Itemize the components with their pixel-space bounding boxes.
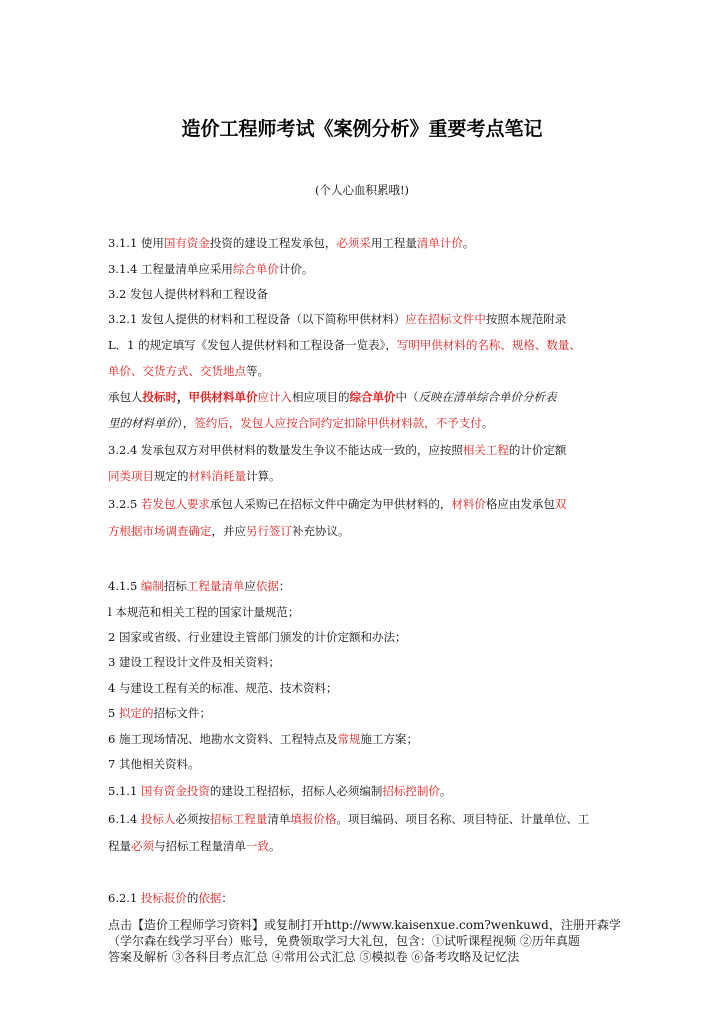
highlighted-text: 必须 — [131, 839, 154, 853]
text-segment: 2 国家或省级、行业建设主管部门颁发的计价定额和办法； — [108, 630, 407, 644]
text-segment: 等。 — [246, 364, 269, 378]
text-line — [108, 415, 628, 431]
text-segment: 3.2.5 — [108, 497, 141, 511]
text-segment: 计价。 — [278, 262, 314, 276]
text-line — [108, 496, 628, 512]
footer-line-2: （学尔森在线学习平台）账号，免费领取学习大礼包，包含：①试听课程视频 ②历年真题 — [108, 934, 580, 948]
text-segment: 。项目编码、项目名称、项目特征、计量单位、工 — [336, 812, 590, 826]
text-line — [108, 890, 628, 906]
page-subtitle: (个人心血积累哦!) — [314, 183, 410, 197]
text-line — [108, 811, 628, 827]
text-line — [108, 783, 628, 799]
text-segment: 规定的 — [154, 469, 189, 483]
highlighted-text: 应在招标文件中 — [405, 312, 486, 326]
highlighted-text: 单价、交货方式、交货地点 — [108, 364, 246, 378]
text-line — [108, 604, 628, 620]
text-segment: ）， — [177, 416, 195, 430]
text-segment: ，并应 — [211, 524, 246, 538]
highlighted-text: 招标控制价 — [382, 784, 440, 798]
text-segment: ： — [278, 579, 291, 593]
text-segment: 3.2 发包人提供材料和工程设备 — [108, 287, 268, 301]
highlighted-text: 招标工程量 — [209, 812, 268, 826]
text-segment: 计算。 — [246, 469, 281, 483]
highlighted-text: 一致 — [246, 839, 269, 853]
text-segment: 。 — [481, 416, 494, 430]
highlighted-text: 甲供材料单价 — [188, 390, 258, 404]
text-segment: 中（ — [395, 390, 419, 404]
text-line — [108, 838, 628, 854]
text-segment: 施工方案； — [360, 732, 418, 746]
text-segment: 的建设工程招标，招标人必须编制 — [209, 784, 383, 798]
text-segment: 6.2.1 — [108, 891, 141, 905]
text-segment: 招标 — [163, 579, 187, 593]
highlighted-text: 另行签订 — [246, 524, 292, 538]
highlighted-text: 投标报价 — [140, 891, 187, 905]
text-segment: 。 — [462, 236, 475, 250]
text-segment: 用工程量 — [370, 236, 417, 250]
highlighted-text: 签约后，发包人应按合同约定扣除甲供材料款，不予支付 — [194, 416, 482, 430]
text-segment: 程量 — [108, 839, 131, 853]
text-line — [108, 286, 628, 302]
highlighted-text: 填报价格 — [290, 812, 337, 826]
page-title: 造价工程师考试《案例分析》重要考点笔记 — [181, 118, 543, 140]
text-segment: 承包人采购已在招标文件中确定为甲供材料的， — [209, 497, 452, 511]
text-line — [108, 363, 628, 379]
text-segment: 必须按 — [175, 812, 210, 826]
text-segment: 7 其他相关资料。 — [108, 757, 200, 771]
text-segment: ： — [221, 891, 233, 905]
highlighted-text: 工程量清单 — [186, 579, 245, 593]
text-segment: 与招标工程量清单 — [154, 839, 246, 853]
text-line — [108, 756, 628, 772]
highlighted-text: 清单计价 — [416, 236, 463, 250]
text-line — [108, 311, 628, 327]
highlighted-text: 拟定的 — [118, 706, 154, 720]
text-segment: 6.1.4 — [108, 812, 141, 826]
text-segment: 3 建设工程设计文件及相关资料； — [108, 655, 280, 669]
highlighted-text: 依据 — [255, 579, 279, 593]
highlighted-text: 材料消耗量 — [188, 469, 246, 483]
highlighted-text: 投标时 — [142, 390, 177, 404]
highlighted-text: 同类项目 — [108, 469, 154, 483]
text-segment: 4.1.5 — [108, 579, 141, 593]
highlighted-text: 材料价 — [451, 497, 486, 511]
text-segment: 4 与建设工程有关的标准、规范、技术资料； — [108, 681, 338, 695]
text-segment: 相应项目的 — [292, 390, 350, 404]
highlighted-text: 写明甲供材料的名称、规格、数量、 — [396, 338, 581, 352]
text-segment: l 本规范和相关工程的国家计量规范； — [108, 605, 300, 619]
text-segment: L．1 的规定填写《发包人提供材料和工程设备一览表》， — [108, 338, 397, 352]
text-line — [108, 680, 628, 696]
text-segment: 招标文件； — [153, 706, 211, 720]
text-segment: 格应由发承包 — [485, 497, 555, 511]
text-segment: 。 — [439, 784, 452, 798]
highlighted-text: 常规 — [337, 732, 361, 746]
text-line — [108, 389, 628, 405]
highlighted-text: 相关工程 — [462, 443, 509, 457]
highlighted-text: 双 — [554, 497, 567, 511]
highlighted-text: 综合单价 — [232, 262, 279, 276]
highlighted-text: 应计入 — [257, 390, 292, 404]
highlighted-text: 综合单价 — [349, 390, 396, 404]
highlighted-text: 若发包人要求 — [140, 497, 210, 511]
highlighted-text: 方根据市场调查确定 — [108, 524, 212, 538]
text-line — [108, 337, 628, 353]
text-line — [108, 468, 628, 484]
text-segment: 5 — [108, 706, 119, 720]
text-line — [108, 705, 628, 721]
text-segment: 投资的建设工程发承包， — [209, 236, 337, 250]
text-line — [108, 578, 628, 594]
text-line — [108, 235, 628, 251]
footer-line-1[interactable]: 点击【造价工程师学习资料】或复制打开http://www.kaisenxue.com?wenkuwd，注册开森学 — [108, 918, 621, 932]
text-segment: 承包人 — [108, 390, 143, 404]
highlighted-text: 投标人 — [140, 812, 176, 826]
text-segment: ， — [177, 390, 189, 404]
text-segment: 6 施工现场情况、地勘水文资料、工程特点及 — [108, 732, 338, 746]
text-segment: 清单 — [267, 812, 291, 826]
highlighted-text: 国有资金 — [163, 236, 210, 250]
text-segment: 5.1.1 — [108, 784, 141, 798]
text-segment: 3.1.1 使用 — [108, 236, 164, 250]
text-line — [108, 523, 628, 539]
highlighted-text: 依据 — [198, 891, 222, 905]
text-line — [108, 629, 628, 645]
text-line — [108, 654, 628, 670]
text-segment: 里的材料单价 — [108, 416, 177, 430]
highlighted-text: 编制 — [140, 579, 164, 593]
highlighted-text: 国有资金投资 — [140, 784, 210, 798]
text-segment: 按照本规范附录 — [485, 312, 567, 326]
text-line — [108, 261, 628, 277]
text-segment: 3.1.4 工程量清单应采用 — [108, 262, 233, 276]
text-line — [108, 442, 628, 458]
text-segment: 的 — [186, 891, 199, 905]
text-segment: 的计价定额 — [508, 443, 567, 457]
footer-line-3: 答案及解析 ③各科目考点汇总 ④常用公式汇总 ⑤模拟卷 ⑥备考攻略及记忆法 — [108, 950, 520, 964]
highlighted-text: 必须采 — [336, 236, 371, 250]
text-segment: 3.2.1 发包人提供的材料和工程设备（以下简称甲供材料） — [108, 312, 406, 326]
text-segment: 补充协议。 — [292, 524, 350, 538]
text-line — [108, 731, 628, 747]
text-segment: 应 — [244, 579, 256, 593]
text-segment: 反映在清单综合单价分析表 — [418, 390, 557, 404]
text-segment: 3.2.4 发承包双方对甲供材料的数量发生争议不能达成一致的，应按照 — [108, 443, 463, 457]
text-segment: 。 — [269, 839, 281, 853]
